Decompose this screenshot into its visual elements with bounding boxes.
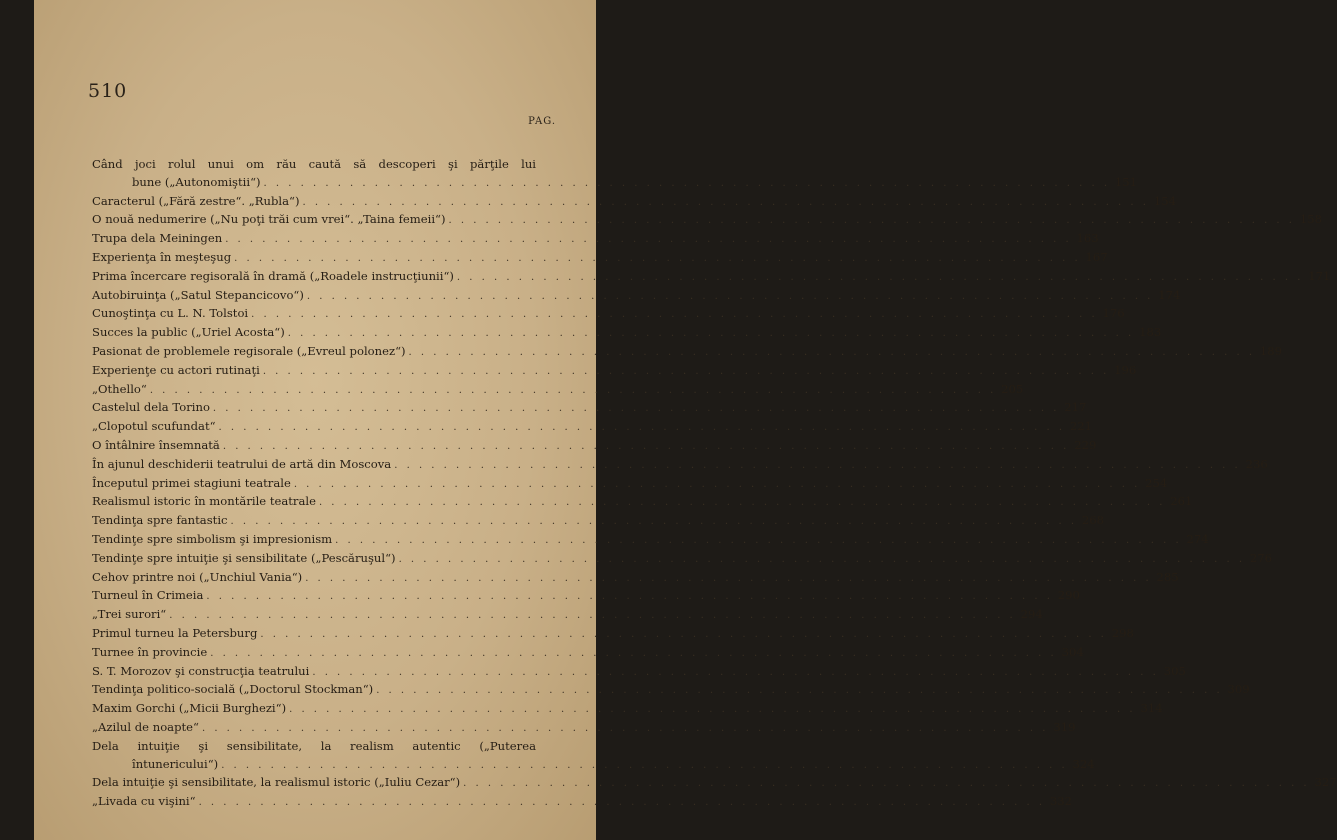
toc-entry-title: Tendinţe spre intuiţie şi sensibilitate („Pescăruşul“): [92, 550, 396, 565]
toc-entry-title: Tendinţa politico-socială („Doctorul Stockman“): [92, 682, 374, 697]
toc-entry-title: Dela intuiţie şi sensibilitate, la realism autentic („Puterea: [92, 738, 536, 753]
dot-leader: . . . . . . . . . . . . . . . . . . . . . . . . . . . . . . . . . . . . . . . . . . . . . . . . . . . . . . . . . . . . . . . . . . . . .: [293, 478, 1141, 490]
toc-entry-title: Experienţe cu actori rutinaţi: [92, 362, 260, 377]
toc-entry-page: 332: [1049, 794, 1073, 809]
dot-leader: . . . . . . . . . . . . . . . . . . . . . . . . . . . . . . . . . . . . . . . . . . . . . . . . . . . . . . . . . . . . . . . . . . . . .: [260, 628, 1107, 640]
toc-entry-title: O întâlnire însemnată: [92, 437, 220, 452]
toc-entry: [92, 211, 1322, 230]
toc-entry-page: 154: [1153, 193, 1176, 208]
dot-leader: . . . . . . . . . . . . . . . . . . . . . . . . . . . . . . . . . . . . . . . . . . . . . . . . . . . . . . . . . . . . . . . . . . . . .: [312, 666, 1159, 678]
book-page: [34, 0, 1337, 840]
toc-entry-page: 254: [1145, 475, 1168, 490]
toc-entry-title: Realismul istoric în montările teatrale: [92, 494, 316, 509]
toc-entry-page: 285: [1156, 569, 1179, 584]
dot-leader: . . . . . . . . . . . . . . . . . . . . . . . . . . . . . . . . . . . . . . . . . . . . . . . . . . . . . . . . . . . . . . . . . . . . .: [221, 759, 1068, 771]
toc-entry-page: 276: [1249, 550, 1273, 565]
toc-entry-title: Trupa dela Meiningen: [92, 231, 223, 246]
toc-entry-page: 236: [1245, 456, 1268, 471]
toc-entry-page: 304: [1061, 644, 1084, 659]
toc-entry-page: 309: [1227, 682, 1250, 697]
toc-entry: [92, 606, 1043, 625]
toc-entry-title: Cehov printre noi („Unchiul Vania“): [92, 569, 303, 584]
toc-entry-page: 314: [1140, 701, 1163, 716]
toc-entry-page: 158: [1299, 212, 1322, 227]
toc-entry: [92, 305, 1125, 324]
dot-leader: . . . . . . . . . . . . . . . . . . . . . . . . . . . . . . . . . . . . . . . . . . . . . . . . . . . . . . . . . . . . . . . . . . . . .: [448, 215, 1295, 227]
dot-leader: . . . . . . . . . . . . . . . . . . . . . . . . . . . . . . . . . . . . . . . . . . . . . . . . . . . . . . . . . . . . . . . . . . . . .: [262, 365, 1110, 377]
toc-entry-title: Pasionat de problemele regisorale („Evreul polonez“): [92, 343, 406, 358]
toc-entry-page: 176: [1102, 306, 1125, 321]
toc-entry-page: 189: [1259, 343, 1283, 358]
toc-entry-page: 290: [1057, 588, 1080, 603]
toc-entry: [92, 512, 1105, 531]
toc-entry-title: Autobiruinţa („Satul Stepancicovo“): [92, 287, 304, 302]
toc-entry-continuation: [92, 174, 1138, 193]
dot-leader: . . . . . . . . . . . . . . . . . . . . . . . . . . . . . . . . . . . . . . . . . . . . . . . . . . . . . . . . . . . . . . . . . . . . .: [398, 553, 1246, 565]
dot-leader: . . . . . . . . . . . . . . . . . . . . . . . . . . . . . . . . . . . . . . . . . . . . . . . . . . . . . . . . . . . . . . . . . . . . .: [318, 497, 1166, 509]
toc-entry-title: Prima încercare regisorală în dramă („Roadele instrucţiunii“): [92, 268, 454, 283]
toc-entry: [92, 287, 1181, 306]
dot-leader: . . . . . . . . . . . . . . . . . . . . . . . . . . . . . . . . . . . . . . . . . . . . . . . . . . . . . . . . . . . . . . . . . . . . .: [335, 534, 1182, 546]
dot-leader: . . . . . . . . . . . . . . . . . . . . . . . . . . . . . . . . . . . . . . . . . . . . . . . . . . . . . . . . . . . . . . . . . . . . .: [306, 290, 1154, 302]
table-of-contents: [92, 156, 1337, 812]
toc-entry: [92, 644, 1084, 663]
toc-entry: [92, 362, 1137, 381]
dot-leader: . . . . . . . . . . . . . . . . . . . . . . . . . . . . . . . . . . . . . . . . . . . . . . . . . . . . . . . . . . . . . . . . . . . . .: [251, 309, 1098, 321]
toc-entry: [92, 719, 1076, 738]
toc-entry-page: 305: [1163, 663, 1186, 678]
toc-entry: [92, 230, 1099, 249]
dot-leader: . . . . . . . . . . . . . . . . . . . . . . . . . . . . . . . . . . . . . . . . . . . . . . . . . . . . . . . . . . . . . . . . . . . . .: [234, 252, 1081, 264]
toc-entry-title: Experienţa în meşteşug: [92, 249, 232, 264]
toc-entry-page: 183: [1139, 325, 1162, 340]
toc-entry: [92, 437, 1097, 456]
dot-leader: . . . . . . . . . . . . . . . . . . . . . . . . . . . . . . . . . . . . . . . . . . . . . . . . . . . . . . . . . . . . . . . . . . . . .: [212, 403, 1060, 415]
toc-entry-title: Tendinţa spre fantastic: [92, 513, 228, 528]
toc-entry: [92, 399, 1087, 418]
toc-entry-title: Maxim Gorchi („Micii Burghezi“): [92, 701, 287, 716]
toc-entry-title: S. T. Morozov şi construcţia teatrului: [92, 663, 310, 678]
dot-leader: . . . . . . . . . . . . . . . . . . . . . . . . . . . . . . . . . . . . . . . . . . . . . . . . . . . . . . . . . . . . . . . . . . . . .: [408, 346, 1256, 358]
toc-entry-title-continuation: întunericului“): [132, 756, 219, 771]
toc-entry-title: Turneul în Crimeia: [92, 588, 204, 603]
toc-entry-title: O nouă nedumerire („Nu poţi trăi cum vrei“. „Taina femeii“): [92, 212, 446, 227]
toc-entry-title: „Azilul de noapte“: [92, 719, 199, 734]
toc-entry: [92, 774, 1337, 793]
dot-leader: . . . . . . . . . . . . . . . . . . . . . . . . . . . . . . . . . . . . . . . . . . . . . . . . . . . . . . . . . . . . . . . . . . . . .: [225, 234, 1072, 246]
dot-leader: . . . . . . . . . . . . . . . . . . . . . . . . . . . . . . . . . . . . . . . . . . . . . . . . . . . . . . . . . . . . . . . . . . . . .: [289, 704, 1136, 716]
dot-leader: . . . . . . . . . . . . . . . . . . . . . . . . . . . . . . . . . . . . . . . . . . . . . . . . . . . . . . . . . . . . . . . . . . . . .: [210, 647, 1057, 659]
toc-entry-title: Dela intuiţie şi sensibilitate, la realismul istoric („Iuliu Cezar“): [92, 775, 461, 790]
toc-entry-title: „Clopotul scufundat“: [92, 419, 216, 434]
toc-entry-title: „Livada cu vişini“: [92, 794, 196, 809]
toc-entry-title: Succes la public („Uriel Acosta“): [92, 325, 285, 340]
toc-entry-title: Începutul primei stagiuni teatrale: [92, 475, 291, 490]
toc-entry-title: În ajunul deschiderii teatrului de artă din Moscova: [92, 456, 392, 471]
toc-entry-page: 261: [1170, 494, 1193, 509]
toc-entry: [92, 569, 1179, 588]
toc-entry-page: 171: [1308, 268, 1331, 283]
toc-entry-title: Caracterul („Fără zestre“. „Rubla“): [92, 193, 300, 208]
dot-leader: . . . . . . . . . . . . . . . . . . . . . . . . . . . . . . . . . . . . . . . . . . . . . . . . . . . . . . . . . . . . . . . . . . . . .: [149, 384, 997, 396]
toc-entry: [92, 625, 1134, 644]
toc-entry-page: 327: [1314, 775, 1337, 790]
dot-leader: . . . . . . . . . . . . . . . . . . . . . . . . . . . . . . . . . . . . . . . . . . . . . . . . . . . . . . . . . . . . . . . . . . . . .: [263, 177, 1111, 189]
toc-entry: [92, 193, 1176, 212]
dot-leader: . . . . . . . . . . . . . . . . . . . . . . . . . . . . . . . . . . . . . . . . . . . . . . . . . . . . . . . . . . . . . . . . . . . . .: [394, 459, 1241, 471]
dot-leader: . . . . . . . . . . . . . . . . . . . . . . . . . . . . . . . . . . . . . . . . . . . . . . . . . . . . . . . . . . . . . . . . . . . . .: [287, 328, 1135, 340]
toc-entry-title: „Othello“: [92, 381, 147, 396]
toc-entry: [92, 343, 1283, 362]
page-column-header: PAG.: [528, 116, 556, 127]
dot-leader: . . . . . . . . . . . . . . . . . . . . . . . . . . . . . . . . . . . . . . . . . . . . . . . . . . . . . . . . . . . . . . . . . . . . .: [201, 722, 1049, 734]
toc-entry-title: Când joci rolul unui om rău caută să descoperi şi părţile lui: [92, 157, 536, 171]
toc-entry: [92, 550, 1273, 569]
toc-entry-page: 205: [1001, 381, 1024, 396]
toc-entry: [92, 456, 1268, 475]
dot-leader: . . . . . . . . . . . . . . . . . . . . . . . . . . . . . . . . . . . . . . . . . . . . . . . . . . . . . . . . . . . . . . . . . . . . .: [302, 196, 1149, 208]
toc-entry-title: Turnee în provincie: [92, 644, 208, 659]
dot-leader: . . . . . . . . . . . . . . . . . . . . . . . . . . . . . . . . . . . . . . . . . . . . . . . . . . . . . . . . . . . . . . . . . . . . .: [169, 610, 1016, 622]
toc-entry-page: 294: [1020, 607, 1043, 622]
toc-entry: [92, 681, 1250, 700]
toc-entry-title-continuation: bune („Autonomiştii“): [132, 174, 261, 189]
toc-entry-title: Tendinţe spre simbolism şi impresionism: [92, 531, 333, 546]
toc-entry-page: 324: [1072, 756, 1095, 771]
toc-entry-page: 274: [1186, 531, 1209, 546]
toc-entry: [92, 475, 1168, 494]
dot-leader: . . . . . . . . . . . . . . . . . . . . . . . . . . . . . . . . . . . . . . . . . . . . . . . . . . . . . . . . . . . . . . . . . . . . .: [198, 797, 1046, 809]
toc-entry: [92, 381, 1024, 400]
page-number: 510: [88, 80, 128, 102]
toc-entry-page: 174: [1158, 287, 1181, 302]
toc-entry: [92, 738, 536, 756]
toc-entry-continuation: [92, 756, 1095, 775]
toc-entry-page: 217: [1064, 400, 1087, 415]
toc-entry-page: 163: [1076, 231, 1099, 246]
toc-entry-page: 151: [1114, 174, 1138, 189]
toc-entry: [92, 156, 536, 174]
toc-entry: [92, 249, 1108, 268]
toc-entry-page: 319: [1053, 719, 1076, 734]
toc-entry: [92, 663, 1186, 682]
dot-leader: . . . . . . . . . . . . . . . . . . . . . . . . . . . . . . . . . . . . . . . . . . . . . . . . . . . . . . . . . . . . . . . . . . . . .: [230, 516, 1078, 528]
dot-leader: . . . . . . . . . . . . . . . . . . . . . . . . . . . . . . . . . . . . . . . . . . . . . . . . . . . . . . . . . . . . . . . . . . . . .: [305, 572, 1152, 584]
toc-entry-title: „Trei surori“: [92, 607, 167, 622]
dot-leader: . . . . . . . . . . . . . . . . . . . . . . . . . . . . . . . . . . . . . . . . . . . . . . . . . . . . . . . . . . . . . . . . . . . . .: [218, 422, 1066, 434]
toc-entry-title: Cunoştinţa cu L. N. Tolstoi: [92, 306, 249, 321]
toc-entry: [92, 587, 1080, 606]
toc-entry-page: 196: [1114, 362, 1137, 377]
toc-entry: [92, 418, 1093, 437]
toc-entry-page: 221: [1069, 419, 1093, 434]
toc-entry-page: 167: [1085, 249, 1108, 264]
toc-entry: [92, 700, 1163, 719]
dot-leader: . . . . . . . . . . . . . . . . . . . . . . . . . . . . . . . . . . . . . . . . . . . . . . . . . . . . . . . . . . . . . . . . . . . . .: [206, 591, 1053, 603]
toc-entry: [92, 268, 1331, 287]
dot-leader: . . . . . . . . . . . . . . . . . . . . . . . . . . . . . . . . . . . . . . . . . . . . . . . . . . . . . . . . . . . . . . . . . . . . .: [222, 440, 1070, 452]
toc-entry-page: 298: [1111, 625, 1134, 640]
toc-entry: [92, 493, 1193, 512]
dot-leader: . . . . . . . . . . . . . . . . . . . . . . . . . . . . . . . . . . . . . . . . . . . . . . . . . . . . . . . . . . . . . . . . . . . . .: [463, 778, 1310, 790]
toc-entry-page: 268: [1081, 513, 1105, 528]
toc-entry: [92, 531, 1209, 550]
toc-entry-title: Castelul dela Torino: [92, 400, 210, 415]
dot-leader: . . . . . . . . . . . . . . . . . . . . . . . . . . . . . . . . . . . . . . . . . . . . . . . . . . . . . . . . . . . . . . . . . . . . .: [376, 685, 1223, 697]
toc-entry-title: Primul turneu la Petersburg: [92, 625, 258, 640]
dot-leader: . . . . . . . . . . . . . . . . . . . . . . . . . . . . . . . . . . . . . . . . . . . . . . . . . . . . . . . . . . . . . . . . . . . . .: [456, 271, 1304, 283]
toc-entry: [92, 324, 1162, 343]
toc-entry-page: 229: [1074, 437, 1097, 452]
toc-entry: [92, 793, 1073, 812]
